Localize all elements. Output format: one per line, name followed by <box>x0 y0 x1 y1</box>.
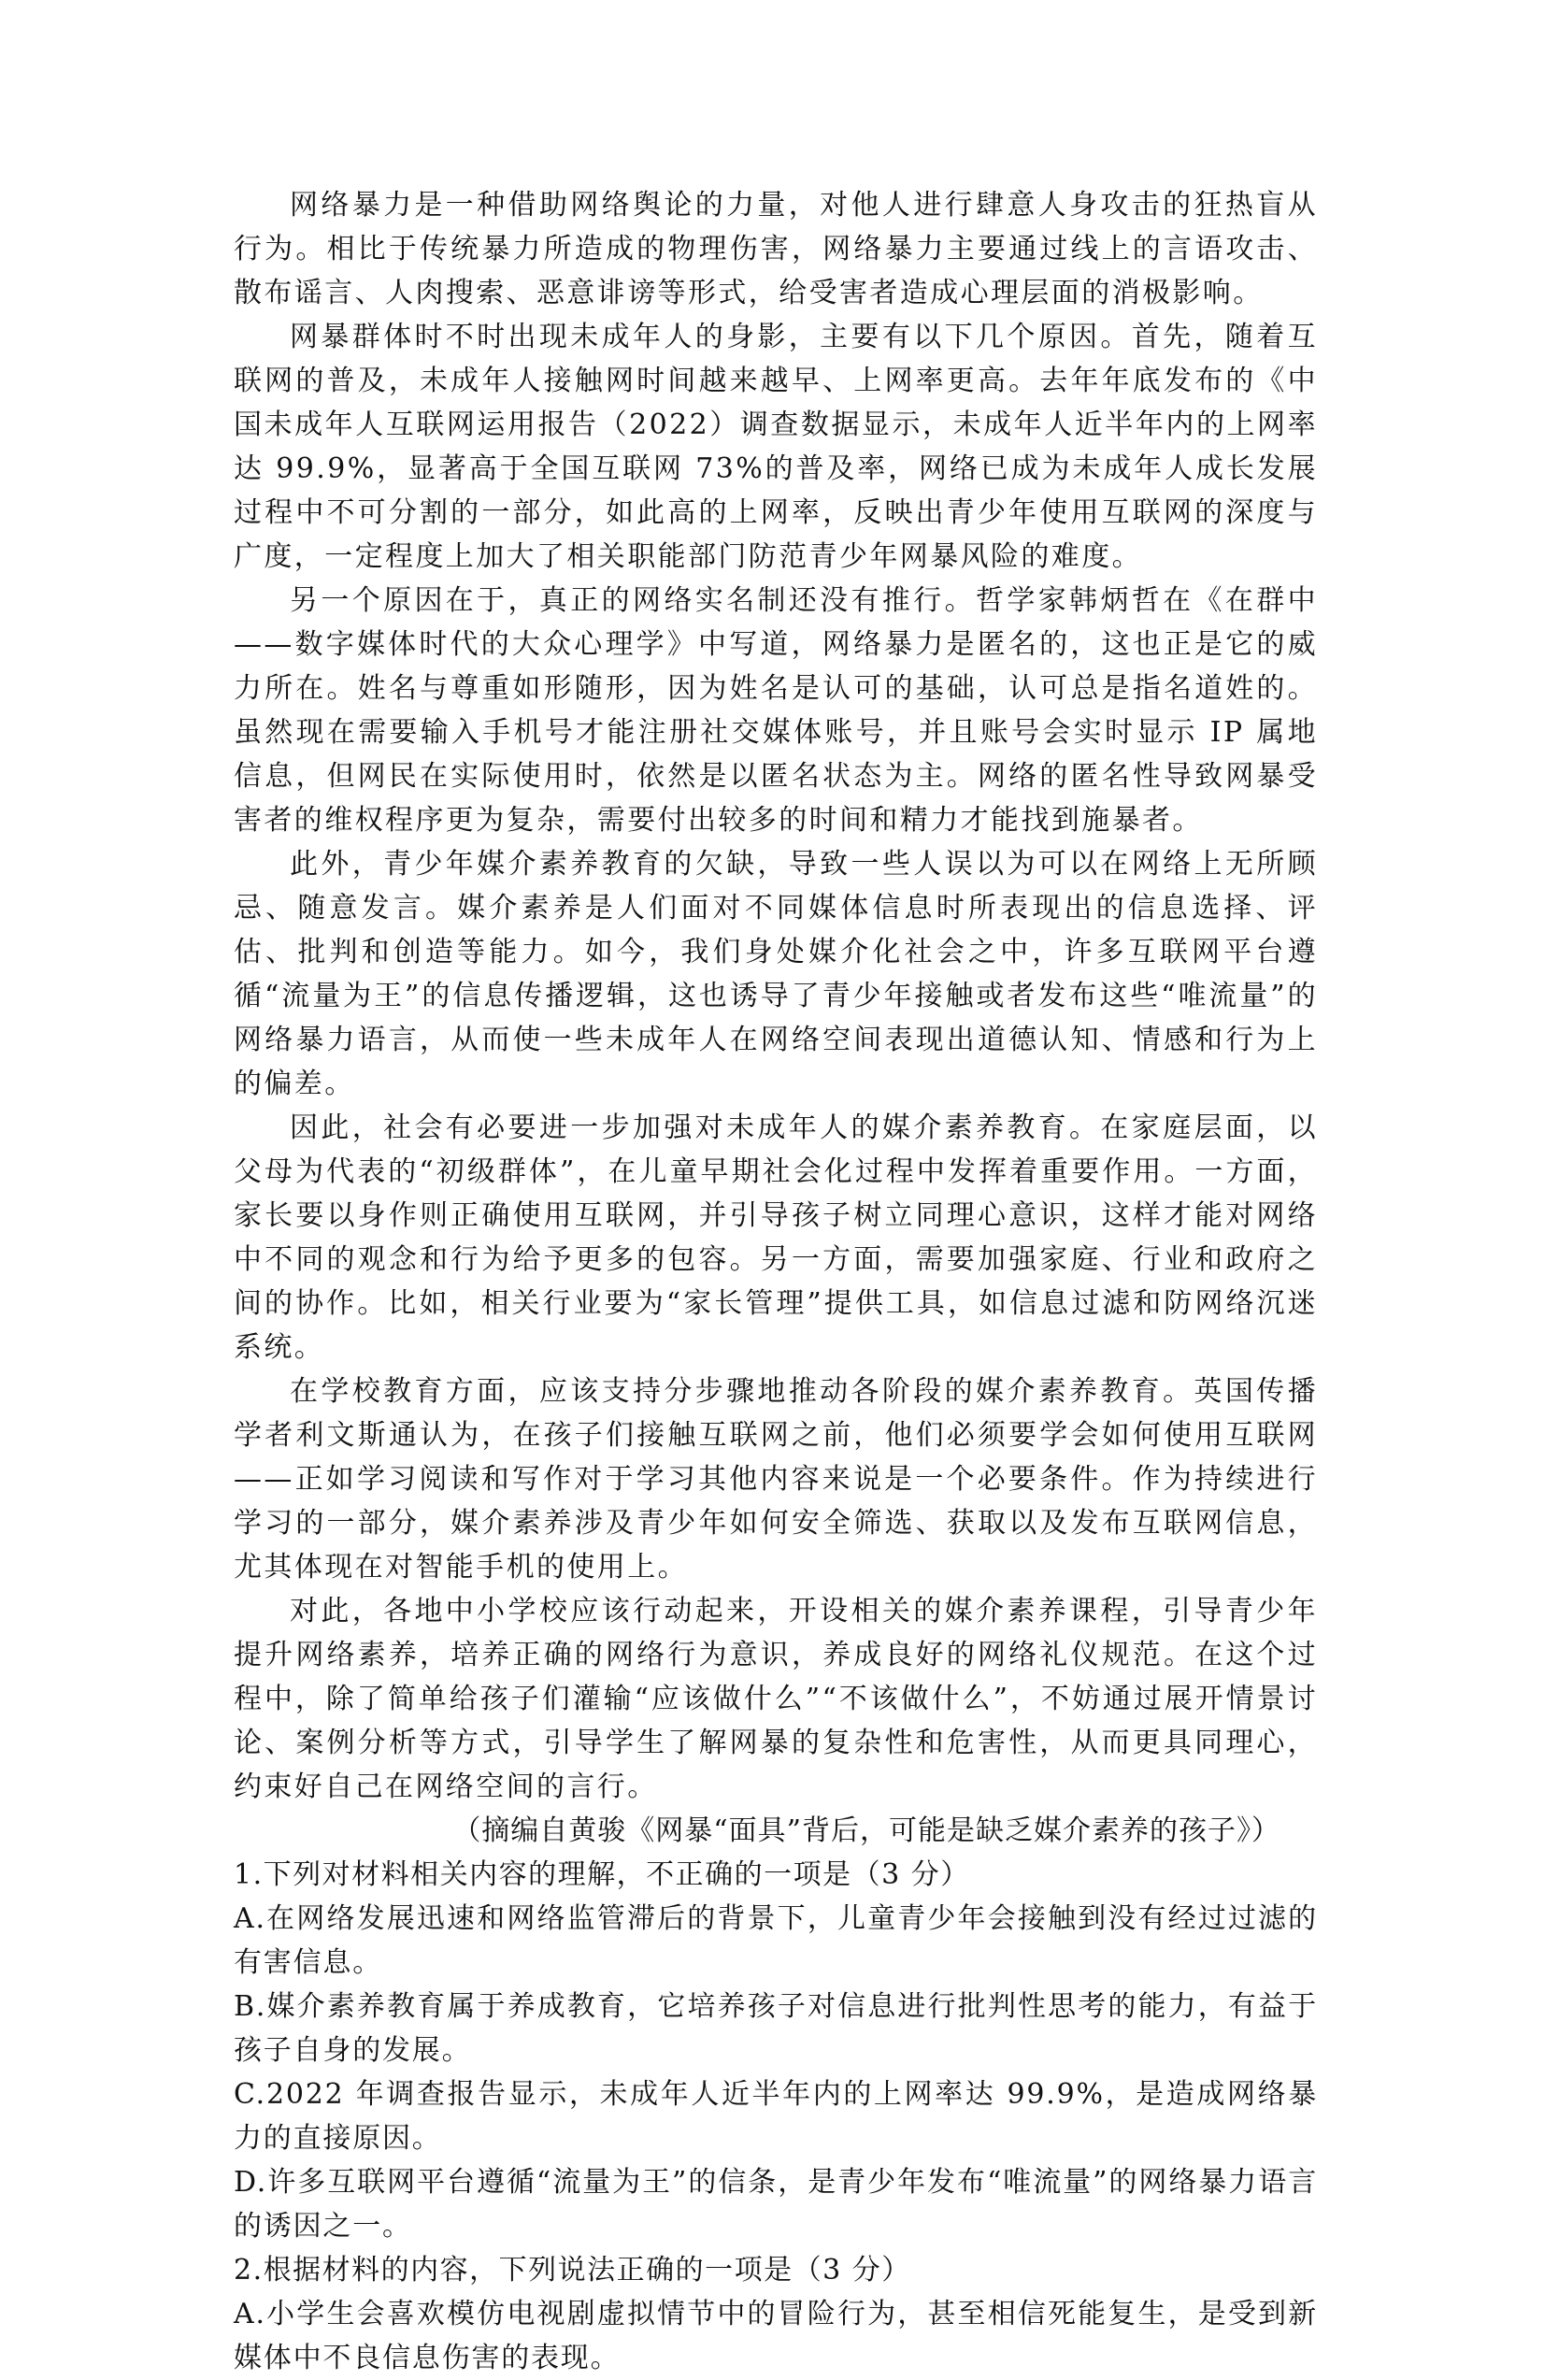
question-2-option-a: A.小学生会喜欢模仿电视剧虚拟情节中的冒险行为，甚至相信死能复生，是受到新媒体中不良信息伤害的表现。 <box>234 2298 1318 2374</box>
question-1-stem: 1.下列对材料相关内容的理解，不正确的一项是（3 分） <box>234 1858 970 1891</box>
question-1-option-a: A.在网络发展迅速和网络监管滞后的背景下，儿童青少年会接触到没有经过过滤的有害信息。 <box>234 1902 1318 1979</box>
passage-paragraph-4: 此外，青少年媒介素养教育的欠缺，导致一些人误以为可以在网络上无所顾忌、随意发言。媒介素养是人们面对不同媒体信息时所表现出的信息选择、评估、批判和创造等能力。如今，我们身处媒介化社会之中，许多互联网平台遵循“流量为王”的信息传播逻辑，这也诱导了青少年接触或者发布这些“唯流量”的网络暴力语言，从而使一些未成年人在网络空间表现出道德认知、情感和行为上的偏差。 <box>234 848 1318 1100</box>
exam-page <box>234 183 1318 2380</box>
passage-paragraph-7: 对此，各地中小学校应该行动起来，开设相关的媒介素养课程，引导青少年提升网络素养，培养正确的网络行为意识，养成良好的网络礼仪规范。在这个过程中，除了简单给孩子们灌输“应该做什么”“不该做什么”，不妨通过展开情景讨论、案例分析等方式，引导学生了解网暴的复杂性和危害性，从而更具同理心，约束好自己在网络空间的言行。 <box>234 1595 1318 1803</box>
question-1 <box>234 1853 1318 2248</box>
passage-paragraph-3: 另一个原因在于，真正的网络实名制还没有推行。哲学家韩炳哲在《在群中——数字媒体时代的大众心理学》中写道，网络暴力是匿名的，这也正是它的威力所在。姓名与尊重如形随形，因为姓名是认可的基础，认可总是指名道姓的。虽然现在需要输入手机号才能注册社交媒体账号，并且账号会实时显示 IP 属地信息，但网民在实际使用时，依然是以匿名状态为主。网络的匿名性导致网暴受害者的维权程序更为复杂，需要付出较多的时间和精力才能找到施暴者。 <box>234 584 1318 837</box>
passage-paragraph-6: 在学校教育方面，应该支持分步骤地推动各阶段的媒介素养教育。英国传播学者利文斯通认为，在孩子们接触互联网之前，他们必须要学会如何使用互联网——正如学习阅读和写作对于学习其他内容来说是一个必要条件。作为持续进行学习的一部分，媒介素养涉及青少年如何安全筛选、获取以及发布互联网信息，尤其体现在对智能手机的使用上。 <box>234 1375 1318 1584</box>
reading-passage <box>234 183 1318 1853</box>
passage-paragraph-2: 网暴群体时不时出现未成年人的身影，主要有以下几个原因。首先，随着互联网的普及，未成年人接触网时间越来越早、上网率更高。去年年底发布的《中国未成年人互联网运用报告（2022）调查数据显示，未成年人近半年内的上网率达 99.9%，显著高于全国互联网 73%的普及率，网络已成为未成年人成长发展过程中不可分割的一部分，如此高的上网率，反映出青少年使用互联网的深度与广度，一定程度上加大了相关职能部门防范青少年网暴风险的难度。 <box>234 321 1318 573</box>
question-1-option-d: D.许多互联网平台遵循“流量为王”的信条，是青少年发布“唯流量”的网络暴力语言的诱因之一。 <box>234 2166 1318 2243</box>
question-2 <box>234 2248 1318 2380</box>
question-1-option-b: B.媒介素养教育属于养成教育，它培养孩子对信息进行批判性思考的能力，有益于孩子自身的发展。 <box>234 1990 1318 2067</box>
passage-paragraph-5: 因此，社会有必要进一步加强对未成年人的媒介素养教育。在家庭层面，以父母为代表的“初级群体”，在儿童早期社会化过程中发挥着重要作用。一方面，家长要以身作则正确使用互联网，并引导孩子树立同理心意识，这样才能对网络中不同的观念和行为给予更多的包容。另一方面，需要加强家庭、行业和政府之间的协作。比如，相关行业要为“家长管理”提供工具，如信息过滤和防网络沉迷系统。 <box>234 1111 1318 1364</box>
passage-source: （摘编自黄骏《网暴“面具”背后，可能是缺乏媒介素养的孩子》） <box>452 1814 1280 1847</box>
question-2-stem: 2.根据材料的内容，下列说法正确的一项是（3 分） <box>234 2254 911 2287</box>
question-1-option-c: C.2022 年调查报告显示，未成年人近半年内的上网率达 99.9%，是造成网络暴力的直接原因。 <box>234 2078 1318 2155</box>
passage-paragraph-1: 网络暴力是一种借助网络舆论的力量，对他人进行肆意人身攻击的狂热盲从行为。相比于传统暴力所造成的物理伤害，网络暴力主要通过线上的言语攻击、散布谣言、人肉搜索、恶意诽谤等形式，给受害者造成心理层面的消极影响。 <box>234 189 1318 309</box>
